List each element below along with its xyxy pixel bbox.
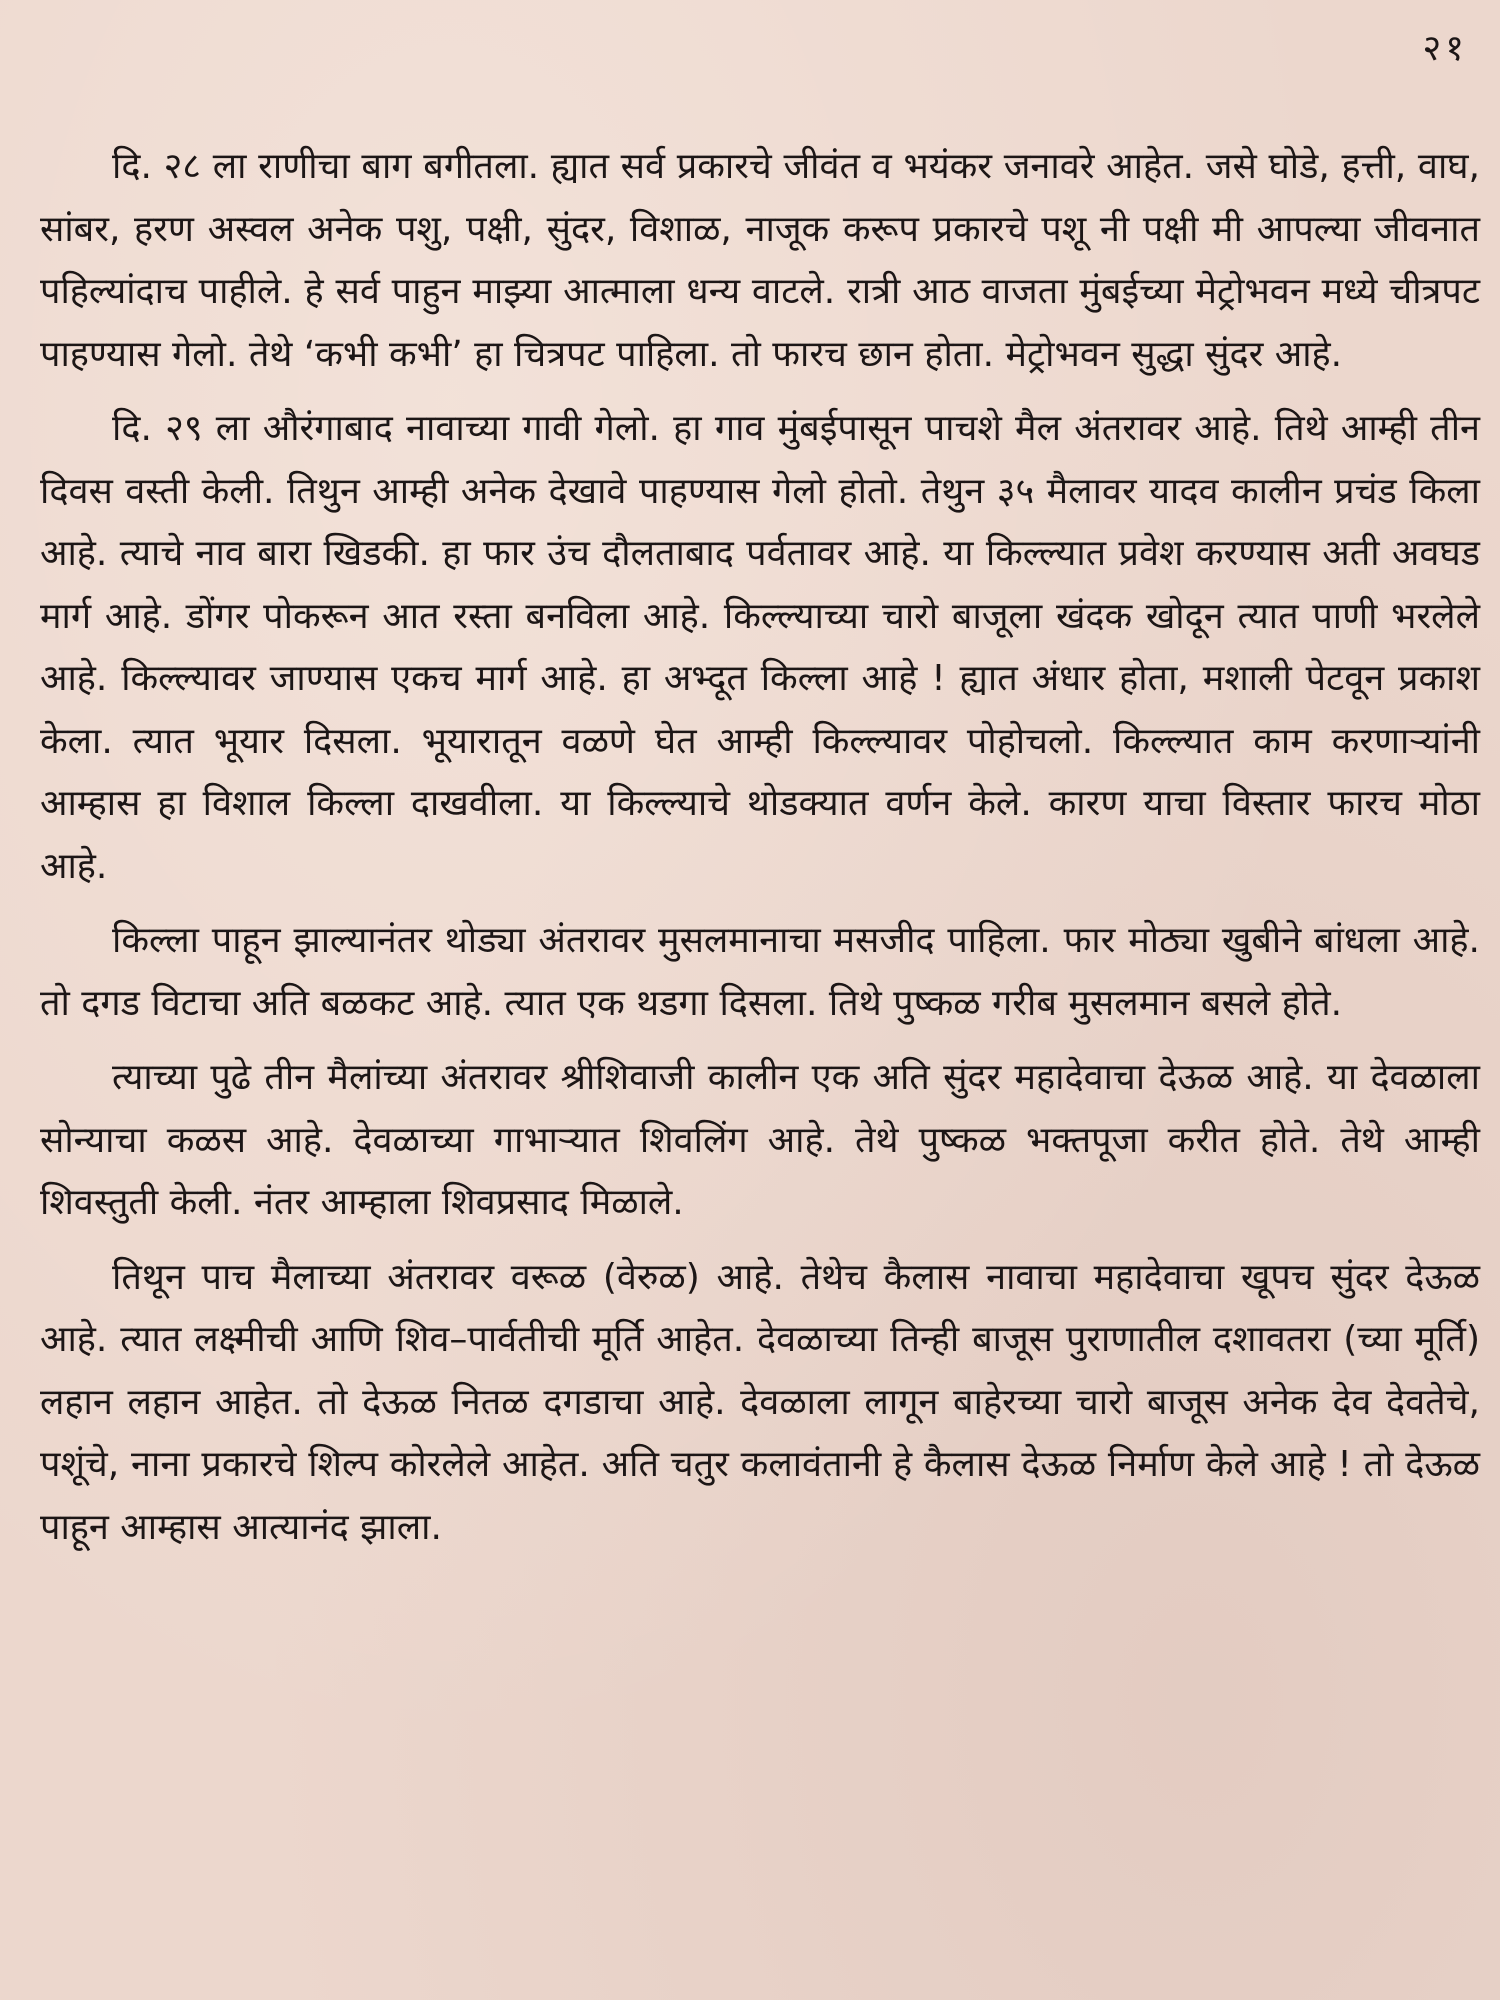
body-text: [40, 136, 1480, 1559]
paragraph-masjid: किल्ला पाहून झाल्यानंतर थोड्या अंतरावर मुसलमानाचा मसजीद पाहिला. फार मोठ्या खुबीने बांधला आहे. तो दगड विटाचा अति बळकट आहे. त्यात एक थडगा दिसला. तिथे पुष्कळ गरीब मुसलमान बसले होते.: [40, 920, 1480, 1024]
paragraph-mahadev-temple: त्याच्या पुढे तीन मैलांच्या अंतरावर श्रीशिवाजी कालीन एक अति सुंदर महादेवाचा देऊळ आहे. या देवळाला सोन्याचा कळस आहे. देवळाच्या गाभाऱ्यात शिवलिंग आहे. तेथे पुष्कळ भक्तपूजा करीत होते. तेथे आम्ही शिवस्तुती केली. नंतर आम्हाला शिवप्रसाद मिळाले.: [40, 1057, 1480, 1223]
paragraph-verul-kailas: तिथून पाच मैलाच्या अंतरावर वरूळ (वेरुळ) आहे. तेथेच कैलास नावाचा महादेवाचा खूपच सुंदर देऊळ आहे. त्यात लक्ष्मीची आणि शिव–पार्वतीची मूर्ति आहेत. देवळाच्या तिन्ही बाजूस पुराणातील दशावतरा (च्या मूर्ति) लहान लहान आहेत. तो देऊळ नितळ दगडाचा आहे. देवळाला लागून बाहेरच्या चारो बाजूस अनेक देव देवतेचे, पशूंचे, नाना प्रकारचे शिल्प कोरलेले आहेत. अति चतुर कलावंतानी हे कैलास देऊळ निर्माण केले आहे ! तो देऊळ पाहून आम्हास आत्यानंद झाला.: [40, 1256, 1480, 1548]
page-number: २१: [1422, 28, 1468, 69]
paragraph-aurangabad: दि. २९ ला औरंगाबाद नावाच्या गावी गेलो. हा गाव मुंबईपासून पाचशे मैल अंतरावर आहे. तिथे आम्ही तीन दिवस वस्ती केली. तिथुन आम्ही अनेक देखावे पाहण्यास गेलो होतो. तेथुन ३५ मैलावर यादव कालीन प्रचंड किला आहे. त्याचे नाव बारा खिडकी. हा फार उंच दौलताबाद पर्वतावर आहे. या किल्ल्यात प्रवेश करण्यास अती अवघड मार्ग आहे. डोंगर पोकरून आत रस्ता बनविला आहे. किल्ल्याच्या चारो बाजूला खंदक खोदून त्यात पाणी भरलेले आहे. किल्ल्यावर जाण्यास एकच मार्ग आहे. हा अभ्दूत किल्ला आहे ! ह्यात अंधार होता, मशाली पेटवून प्रकाश केला. त्यात भूयार दिसला. भूयारातून वळणे घेत आम्ही किल्ल्यावर पोहोचलो. किल्ल्यात काम करणाऱ्यांनी आम्हास हा विशाल किल्ला दाखवीला. या किल्ल्याचे थोडक्यात वर्णन केले. कारण याचा विस्तार फारच मोठा आहे.: [40, 408, 1480, 887]
paragraph-rani-bag: दि. २८ ला राणीचा बाग बगीतला. ह्यात सर्व प्रकारचे जीवंत व भयंकर जनावरे आहेत. जसे घोडे, हत्ती, वाघ, सांबर, हरण अस्वल अनेक पशु, पक्षी, सुंदर, विशाळ, नाजूक करूप प्रकारचे पशू नी पक्षी मी आपल्या जीवनात पहिल्यांदाच पाहीले. हे सर्व पाहुन माझ्या आत्माला धन्य वाटले. रात्री आठ वाजता मुंबईच्या मेट्रोभवन मध्ये चीत्रपट पाहण्यास गेलो. तेथे ‘कभी कभी’ हा चित्रपट पाहिला. तो फारच छान होता. मेट्रोभवन सुद्धा सुंदर आहे.: [40, 146, 1480, 375]
